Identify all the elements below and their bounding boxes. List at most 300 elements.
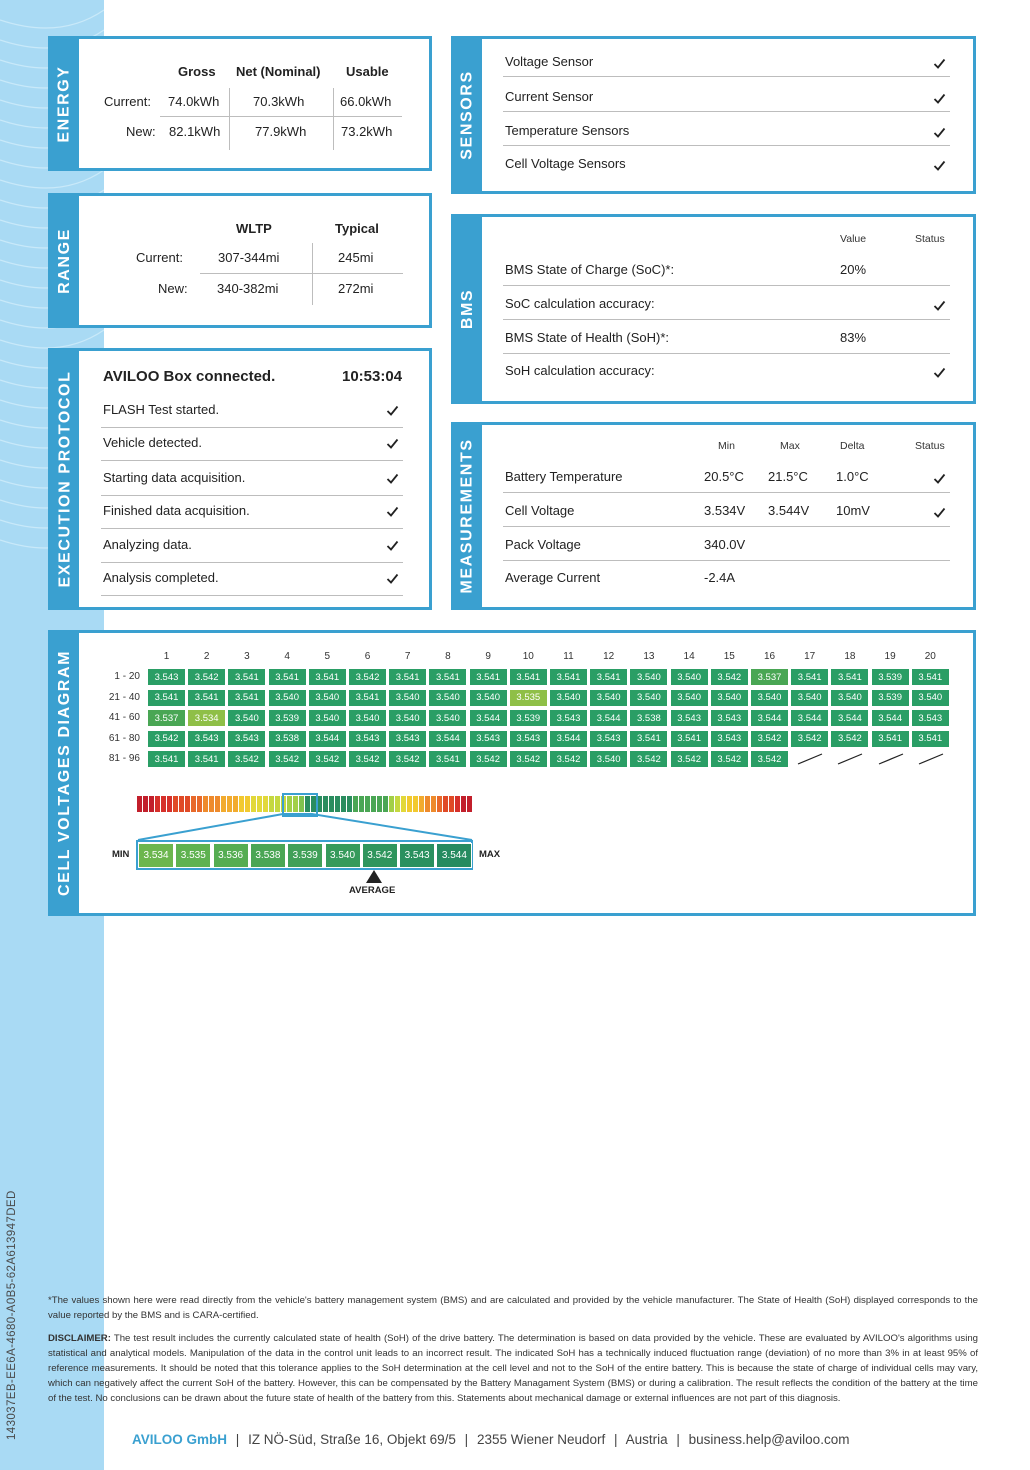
cell-voltage: 3.542: [469, 750, 508, 768]
cell-voltage: 3.541: [589, 668, 628, 686]
bms-tab: [454, 217, 482, 401]
bms-row-value: 83%: [840, 330, 867, 345]
cell-voltage: 3.539: [871, 668, 910, 686]
cell-voltage: 3.542: [388, 750, 427, 768]
contact-company: AVILOO GmbH: [132, 1432, 228, 1447]
cell-column-number: 16: [763, 651, 776, 662]
cell-voltage: 3.541: [428, 750, 467, 768]
cell-voltage: 3.541: [469, 668, 508, 686]
cell-voltage: 3.543: [388, 730, 427, 748]
scale-segment: [449, 796, 454, 812]
check-icon: [933, 506, 946, 519]
scale-segment: [395, 796, 400, 812]
scale-segment: [209, 796, 214, 812]
scale-value: 3.544: [436, 843, 472, 868]
measurement-delta: 1.0°C: [836, 469, 869, 484]
scale-segment: [377, 796, 382, 812]
scale-value: 3.542: [362, 843, 398, 868]
bms-row-label: BMS State of Health (SoH)*:: [505, 330, 670, 345]
range-col-typical: Typical: [335, 221, 379, 236]
range-title: RANGE: [56, 227, 73, 294]
cell-voltage: 3.540: [469, 689, 508, 707]
bms-status-header: Status: [915, 233, 945, 245]
cell-voltage: 3.541: [268, 668, 307, 686]
protocol-step: Vehicle detected.: [103, 435, 203, 450]
check-icon: [933, 126, 946, 139]
cell-voltage: 3.539: [509, 709, 548, 727]
cell-voltage: 3.540: [428, 709, 467, 727]
protocol-header: AVILOO Box connected.: [103, 368, 276, 385]
scale-segment: [455, 796, 460, 812]
measurement-min: 3.534V: [704, 503, 746, 518]
disclaimer-text: The test result includes the currently calculated state of health (SoH) of the drive battery. The determination is based on data provided by the vehicle. These are evaluated by AVILOO's algorithms using statistical and analytical models. Manipulation of the data in the control unit leads to an incorrect result. The indicated SoH has a technically induced fluctuation range (deviation) of no more than 3% in at least 95% of reference measurements. It should be noted that this tolerance applies to the SoH determination at the cell level and not to the SoH of the entire battery. This is because the state of charge of individual cells may vary, which can negatively affect the current SoH of the battery. However, this can be compensated by the Battery Managament System (BMS) or during a calibration. The result reflects the condition of the battery at the time of the test. No conclusions can be drawn about the future state of health of the battery from this. Statements about mechanical damage or external influences are not part of this diagnosis.: [48, 1333, 978, 1404]
check-icon: [386, 539, 399, 552]
energy-current-net: 70.3kWh: [253, 94, 305, 109]
measurement-label: Average Current: [505, 570, 601, 585]
cell-column-number: 19: [884, 651, 896, 662]
cell-voltage: 3.540: [388, 709, 427, 727]
bms-value-header: Value: [840, 233, 867, 245]
scale-segment: [191, 796, 196, 812]
cell-voltage: 3.540: [348, 709, 387, 727]
measurement-divider: [503, 526, 950, 527]
cell-voltage: 3.541: [227, 689, 266, 707]
cell-voltage: 3.541: [549, 668, 588, 686]
cell-voltage: 3.542: [710, 668, 749, 686]
protocol-step-divider: [101, 528, 403, 529]
energy-col-gross: Gross: [178, 64, 216, 79]
cell-voltage: 3.540: [790, 689, 829, 707]
cell-voltage: 3.541: [911, 668, 950, 686]
scale-value: 3.534: [138, 843, 174, 868]
cell-column-number: 5: [324, 651, 331, 662]
cell-voltage: 3.540: [670, 689, 709, 707]
scale-segment: [275, 796, 280, 812]
check-icon: [386, 505, 399, 518]
cell-column-number: 13: [643, 651, 655, 662]
cell-voltage: 3.542: [670, 750, 709, 768]
measurement-divider: [503, 560, 950, 561]
cell-column-number: 9: [485, 651, 491, 662]
document-id: 143037EB-EE6A-4680-A0B5-62A613947DED: [6, 1190, 18, 1440]
range-new-typical: 272mi: [338, 281, 374, 296]
scale-segment: [467, 796, 472, 812]
scale-segment: [233, 796, 238, 812]
cell-voltage: 3.540: [670, 668, 709, 686]
cell-column-number: 2: [203, 651, 210, 662]
cell-row-label: 21 - 40: [108, 691, 140, 703]
sensor-divider: [503, 76, 950, 77]
measurement-delta: 10mV: [836, 503, 870, 518]
protocol-step-divider: [101, 495, 403, 496]
check-icon: [386, 472, 399, 485]
bms-divider: [503, 319, 950, 320]
measurement-label: Cell Voltage: [505, 503, 575, 518]
scale-segment: [185, 796, 190, 812]
cell-voltage: 3.537: [750, 668, 789, 686]
sensor-item: Current Sensor: [505, 89, 594, 104]
contact-line: [132, 1432, 849, 1447]
cell-voltage: 3.541: [187, 750, 226, 768]
cell-column-number: 20: [924, 651, 936, 662]
cell-voltage: 3.540: [750, 689, 789, 707]
contact-sep-2: |: [464, 1432, 469, 1447]
scale-segment: [431, 796, 436, 812]
cell-voltage: 3.542: [348, 668, 387, 686]
cell-voltage: 3.542: [308, 750, 347, 768]
scale-segment: [245, 796, 250, 812]
cell-voltage: 3.543: [589, 730, 628, 748]
cell-voltage: 3.534: [187, 709, 226, 727]
scale-segment: [383, 796, 388, 812]
measurement-min: -2.4A: [704, 570, 736, 585]
cell-voltage: 3.544: [830, 709, 869, 727]
execution-protocol-title: EXECUTION PROTOCOL: [56, 370, 73, 588]
cell-voltage: 3.543: [227, 730, 266, 748]
scale-segment: [413, 796, 418, 812]
cell-voltage: 3.541: [227, 668, 266, 686]
empty-cell-slash: [877, 753, 905, 765]
cell-voltage: 3.541: [629, 730, 668, 748]
scale-segment: [137, 796, 142, 812]
protocol-step-divider: [101, 460, 403, 461]
cell-row-label: 41 - 60: [108, 712, 140, 723]
cell-voltage: 3.537: [147, 709, 186, 727]
check-icon: [933, 159, 946, 172]
scale-segment: [341, 796, 346, 812]
cell-voltage: 3.540: [308, 709, 347, 727]
scale-max-label: MAX: [479, 849, 501, 860]
scale-segment: [371, 796, 376, 812]
check-icon: [386, 572, 399, 585]
cell-voltage: 3.539: [268, 709, 307, 727]
cell-voltage: 3.544: [790, 709, 829, 727]
measurements-max-header: Max: [780, 440, 800, 452]
cell-voltage: 3.541: [388, 668, 427, 686]
scale-segment: [251, 796, 256, 812]
cell-voltage: 3.542: [629, 750, 668, 768]
cell-voltage: 3.540: [227, 709, 266, 727]
disclaimer: [48, 1331, 978, 1406]
cell-voltage: 3.541: [830, 668, 869, 686]
scale-segment: [203, 796, 208, 812]
bms-row-label: SoH calculation accuracy:: [505, 363, 655, 378]
scale-segment: [461, 796, 466, 812]
range-tab: [51, 196, 79, 325]
cell-voltage: 3.543: [348, 730, 387, 748]
cell-column-number: 6: [364, 651, 371, 662]
disclaimer-label: DISCLAIMER:: [48, 1333, 111, 1344]
cell-voltage: 3.541: [871, 730, 910, 748]
scale-segment: [149, 796, 154, 812]
contact-sep-1: |: [235, 1432, 240, 1447]
protocol-step: Analyzing data.: [103, 537, 192, 552]
check-icon: [933, 57, 946, 70]
scale-segment: [443, 796, 448, 812]
cell-row-label: 1 - 20: [114, 671, 140, 682]
cell-voltage: 3.543: [549, 709, 588, 727]
scale-segment: [347, 796, 352, 812]
scale-segment: [197, 796, 202, 812]
protocol-step: FLASH Test started.: [103, 402, 220, 417]
energy-new-label: New:: [126, 124, 156, 139]
energy-title: ENERGY: [56, 64, 74, 143]
range-current-typical: 245mi: [338, 250, 374, 265]
cell-column-number: 10: [522, 651, 534, 662]
scale-segment: [437, 796, 442, 812]
scale-segment: [215, 796, 220, 812]
cell-voltage: 3.544: [428, 730, 467, 748]
scale-segment: [167, 796, 172, 812]
cell-voltage: 3.541: [509, 668, 548, 686]
protocol-step: Starting data acquisition.: [103, 470, 246, 485]
empty-cell-slash: [796, 753, 824, 765]
cell-column-number: 11: [563, 651, 574, 662]
empty-cell-slash: [836, 753, 864, 765]
scale-segment: [173, 796, 178, 812]
protocol-step-divider: [101, 427, 403, 428]
cell-voltage: 3.541: [147, 750, 186, 768]
protocol-step: Analysis completed.: [103, 570, 219, 585]
cell-column-number: 3: [244, 651, 250, 662]
measurement-min: 20.5°C: [704, 469, 744, 484]
cell-column-number: 4: [284, 651, 290, 662]
scale-min-label: MIN: [112, 849, 130, 860]
energy-col-usable: Usable: [346, 64, 389, 79]
cell-column-number: 18: [844, 651, 856, 662]
execution-protocol-tab: [51, 351, 79, 607]
cell-column-number: 17: [804, 651, 816, 662]
cell-voltage: 3.542: [750, 730, 789, 748]
cell-voltage: 3.540: [589, 689, 628, 707]
scale-segment: [143, 796, 148, 812]
range-new-label: New:: [158, 281, 188, 296]
check-icon: [933, 366, 946, 379]
protocol-time: 10:53:04: [342, 368, 403, 385]
check-icon: [933, 92, 946, 105]
measurements-tab: [454, 425, 482, 607]
scale-segment: [257, 796, 262, 812]
measurement-label: Pack Voltage: [505, 537, 581, 552]
contact-sep-3: |: [614, 1432, 618, 1447]
scale-segment: [221, 796, 226, 812]
scale-value: 3.540: [325, 843, 361, 868]
check-icon: [933, 472, 946, 485]
cell-column-number: 15: [723, 651, 735, 662]
contact-city: 2355 Wiener Neudorf: [476, 1432, 606, 1447]
scale-segment: [401, 796, 406, 812]
scale-segment: [335, 796, 340, 812]
scale-value: 3.536: [213, 843, 249, 868]
scale-value: 3.543: [399, 843, 435, 868]
cell-voltage: 3.541: [187, 689, 226, 707]
scale-segment: [359, 796, 364, 812]
cell-voltage: 3.542: [187, 668, 226, 686]
measurement-min: 340.0V: [704, 537, 746, 552]
contact-address: IZ NÖ-Süd, Straße 16, Objekt 69/5: [248, 1432, 456, 1447]
scale-segment: [419, 796, 424, 812]
cell-voltages-title: CELL VOLTAGES DIAGRAM: [56, 649, 74, 897]
cell-voltage: 3.544: [871, 709, 910, 727]
bms-divider: [503, 353, 950, 354]
cell-voltage: 3.544: [549, 730, 588, 748]
cell-column-number: 8: [445, 651, 451, 662]
scale-segment: [353, 796, 358, 812]
cell-voltage: 3.540: [830, 689, 869, 707]
range-new-wltp: 340-382mi: [217, 281, 279, 296]
range-divider: [200, 273, 403, 274]
energy-new-gross: 82.1kWh: [169, 124, 221, 139]
range-col-wltp: WLTP: [236, 221, 272, 236]
check-icon: [386, 437, 399, 450]
cell-voltage: 3.540: [629, 668, 668, 686]
cell-voltage: 3.540: [911, 689, 950, 707]
cell-voltage: 3.543: [911, 709, 950, 727]
cell-voltage: 3.541: [348, 689, 387, 707]
empty-cell-slash: [917, 753, 945, 765]
cell-voltage: 3.543: [670, 709, 709, 727]
cell-voltage: 3.541: [911, 730, 950, 748]
cell-column-number: 7: [404, 651, 411, 662]
sensors-tab: [454, 39, 482, 191]
cell-voltage: 3.544: [469, 709, 508, 727]
bms-divider: [503, 285, 950, 286]
cell-voltage: 3.543: [710, 730, 749, 748]
cell-voltage: 3.543: [147, 668, 186, 686]
energy-current-usable: 66.0kWh: [340, 94, 392, 109]
sensor-divider: [503, 145, 950, 146]
energy-col-net: Net (Nominal): [236, 64, 321, 79]
cell-voltage: 3.541: [670, 730, 709, 748]
energy-col-divider-2: [333, 88, 334, 150]
scale-segment: [365, 796, 370, 812]
measurements-delta-header: Delta: [840, 440, 865, 452]
energy-col-divider-1: [229, 88, 230, 150]
average-marker-icon: [366, 870, 382, 884]
scale-segment: [155, 796, 160, 812]
range-current-wltp: 307-344mi: [218, 250, 280, 265]
cell-voltage: 3.544: [750, 709, 789, 727]
cell-voltage: 3.540: [589, 750, 628, 768]
cell-voltage: 3.542: [830, 730, 869, 748]
cell-voltage: 3.542: [509, 750, 548, 768]
energy-divider: [160, 116, 402, 117]
cell-voltage: 3.541: [428, 668, 467, 686]
check-icon: [933, 299, 946, 312]
scale-segment: [161, 796, 166, 812]
range-col-divider: [312, 243, 313, 305]
cell-voltage: 3.540: [428, 689, 467, 707]
cell-voltage: 3.540: [549, 689, 588, 707]
cell-column-number: 1: [163, 651, 170, 662]
sensor-item: Voltage Sensor: [505, 54, 594, 69]
scale-segment: [329, 796, 334, 812]
bms-title: BMS: [459, 288, 477, 330]
average-label: AVERAGE: [349, 885, 396, 896]
cell-row-label: 81 - 96: [108, 753, 140, 764]
cell-voltage: 3.543: [509, 730, 548, 748]
cell-voltage: 3.539: [871, 689, 910, 707]
scale-segment: [323, 796, 328, 812]
cell-voltages-tab: [51, 633, 79, 913]
protocol-step-divider: [101, 595, 403, 596]
cell-voltage: 3.544: [589, 709, 628, 727]
cell-voltage: 3.542: [348, 750, 387, 768]
bms-row-value: 20%: [840, 262, 867, 277]
energy-new-usable: 73.2kWh: [341, 124, 393, 139]
cell-voltage: 3.541: [308, 668, 347, 686]
cell-voltage: 3.543: [469, 730, 508, 748]
cell-row-label: 61 - 80: [108, 732, 140, 744]
footnote: *The values shown here were read directly from the vehicle's battery management system (BMS) and are calculated and provided by the vehicle manufacturer. The State of Health (SoH) displayed corresponds to the value reported by the BMS and is CARA-certified.: [48, 1295, 978, 1321]
cell-voltage: 3.541: [147, 689, 186, 707]
energy-new-net: 77.9kWh: [255, 124, 307, 139]
check-icon: [386, 404, 399, 417]
cell-voltage: 3.542: [268, 750, 307, 768]
scale-segment: [263, 796, 268, 812]
protocol-step: Finished data acquisition.: [103, 503, 250, 518]
cell-voltage: 3.538: [629, 709, 668, 727]
sensors-title: SENSORS: [459, 70, 477, 160]
measurements-status-header: Status: [915, 440, 945, 452]
cell-voltage: 3.541: [790, 668, 829, 686]
scale-segment: [269, 796, 274, 812]
measurements-title: MEASUREMENTS: [459, 438, 476, 594]
energy-current-label: Current:: [104, 94, 151, 109]
scale-segment: [227, 796, 232, 812]
measurements-min-header: Min: [718, 440, 735, 452]
cell-voltage: 3.542: [790, 730, 829, 748]
protocol-step-divider: [101, 562, 403, 563]
measurement-max: 21.5°C: [768, 469, 808, 484]
measurement-divider: [503, 492, 950, 493]
contact-sep-4: |: [676, 1432, 680, 1447]
cell-voltage: 3.540: [629, 689, 668, 707]
scale-value: 3.539: [287, 843, 323, 868]
cell-voltage: 3.544: [308, 730, 347, 748]
contact-country: Austria: [625, 1432, 668, 1447]
cell-voltage: 3.540: [388, 689, 427, 707]
cell-voltage: 3.540: [710, 689, 749, 707]
scale-segment: [425, 796, 430, 812]
contact-email[interactable]: business.help@aviloo.com: [688, 1432, 850, 1447]
cell-voltage: 3.542: [750, 750, 789, 768]
cell-voltage: 3.540: [308, 689, 347, 707]
scale-segment: [239, 796, 244, 812]
range-current-label: Current:: [136, 250, 183, 265]
sensor-divider: [503, 111, 950, 112]
cell-column-number: 12: [603, 651, 615, 662]
sensor-item: Temperature Sensors: [505, 123, 630, 138]
bms-row-label: BMS State of Charge (SoC)*:: [505, 262, 675, 277]
cell-voltage: 3.542: [549, 750, 588, 768]
scale-value: 3.535: [175, 843, 211, 868]
energy-current-gross: 74.0kWh: [168, 94, 220, 109]
cell-voltage: 3.543: [710, 709, 749, 727]
scale-segment: [179, 796, 184, 812]
cell-voltage: 3.542: [147, 730, 186, 748]
sensor-item: Cell Voltage Sensors: [505, 156, 626, 171]
cell-voltage: 3.542: [227, 750, 266, 768]
cell-voltage: 3.540: [268, 689, 307, 707]
scale-segment: [407, 796, 412, 812]
measurement-label: Battery Temperature: [505, 469, 623, 484]
cell-voltage: 3.538: [268, 730, 307, 748]
scale-segment: [389, 796, 394, 812]
bms-row-label: SoC calculation accuracy:: [505, 296, 655, 311]
cell-voltage: 3.543: [187, 730, 226, 748]
measurement-max: 3.544V: [768, 503, 810, 518]
